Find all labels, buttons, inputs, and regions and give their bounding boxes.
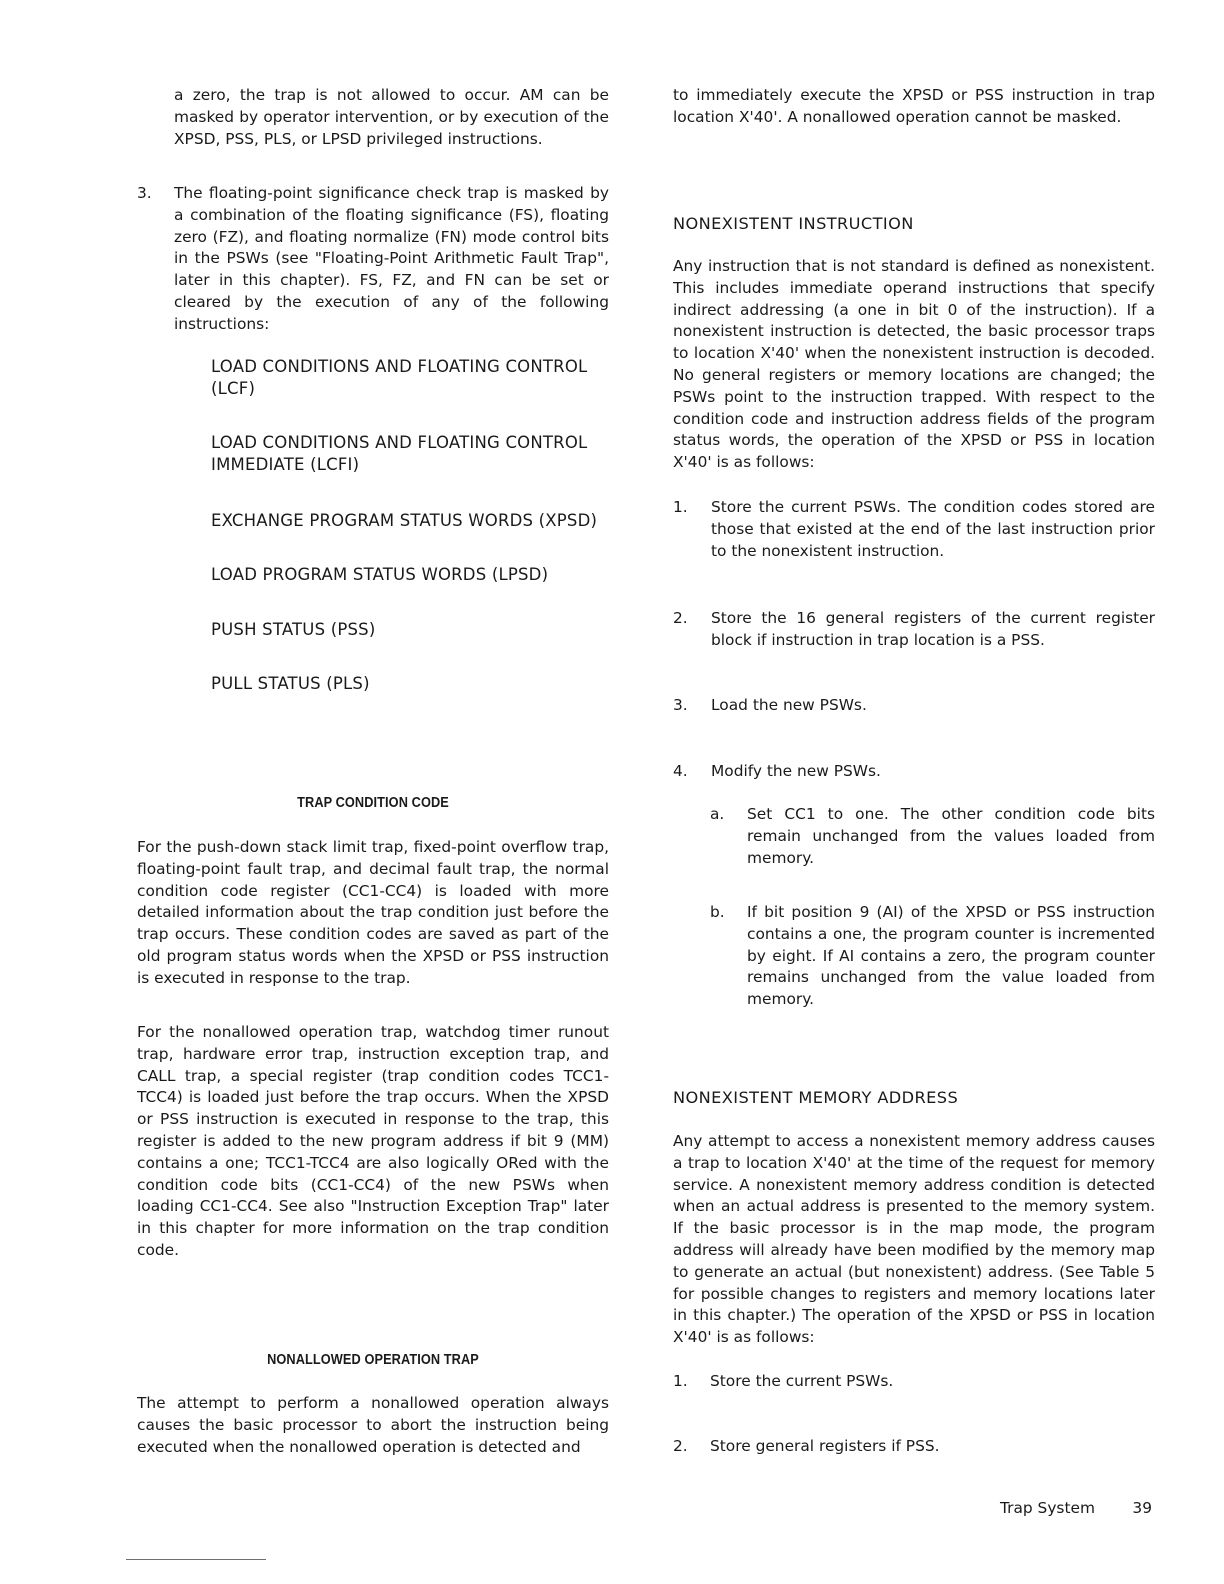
bottom-rule-divider (126, 1559, 266, 1560)
list-item (673, 695, 1155, 717)
list-item-text: Load the new PSWs. (711, 696, 867, 714)
list-item-text: Modify the new PSWs. (711, 762, 881, 780)
heading-nonexistent-instruction: NONEXISTENT INSTRUCTION (673, 214, 914, 233)
list-item (673, 1371, 1155, 1393)
list-item-text: The floating-point significance check trap is masked by a combination of the floating significance (FS), floating zero (FZ), and floating normalize (FN) mode control bits in the PSWs (see "Floating-Point Arithmetic Fault Trap", later in this chapter). FS, FZ, and FN can be set or cleared by the execution of any of the following instructions: (174, 184, 609, 333)
paragraph-nonallowed-operation: The attempt to perform a nonallowed operation always causes the basic processor to abort the instruction being executed when the nonallowed operation is detected and (137, 1394, 609, 1456)
list-number: 2. (673, 609, 688, 627)
heading-nonallowed-operation-trap: NONALLOWED OPERATION TRAP (267, 1352, 479, 1368)
list-number: 4. (673, 762, 688, 780)
list-item (673, 761, 1155, 783)
list-item-text: Store the 16 general registers of the current register block if instruction in trap location is a PSS. (711, 609, 1155, 649)
list-number: 3. (137, 184, 152, 202)
instruction-xpsd: EXCHANGE PROGRAM STATUS WORDS (XPSD) (211, 511, 598, 530)
instruction-lcf: LOAD CONDITIONS AND FLOATING CONTROL (LCF) (211, 357, 588, 398)
list-item-text: Store the current PSWs. The condition codes stored are those that existed at the end of the last instruction prior to the nonexistent instruction. (711, 498, 1155, 560)
footer-section-title: Trap System (1000, 1499, 1095, 1517)
instruction-pls: PULL STATUS (PLS) (211, 674, 370, 693)
paragraph-nonexistent-instruction: Any instruction that is not standard is defined as nonexistent. This includes immediate operand instructions that specify indirect addressing (a one in bit 0 of the instruction). If a nonexistent instruction is detected, the basic processor traps to location X'40' when the nonexistent instruction is decoded. No general registers or memory locations are changed; the PSWs point to the instruction trapped. With respect to the condition code and instruction address fields of the program status words, the operation of the XPSD or PSS in location X'40' is as follows: (673, 257, 1155, 472)
list-number: 1. (673, 1372, 688, 1390)
list-number: 1. (673, 498, 688, 516)
list-item-text: Store general registers if PSS. (710, 1437, 940, 1455)
list-item (673, 608, 1155, 652)
list-number: 2. (673, 1437, 688, 1455)
paragraph-trap-cc-2: For the nonallowed operation trap, watchdog timer runout trap, hardware error trap, instruction exception trap, and CALL trap, a special register (trap condition codes TCC1-TCC4) is loaded just before the trap occurs. When the XPSD or PSS instruction is executed in response to the trap, this register is added to the new program address if bit 9 (MM) contains a one; TCC1-TCC4 are also logically ORed with the condition code bits (CC1-CC4) of the new PSWs when loading CC1-CC4. See also "Instruction Exception Trap" later in this chapter for more information on the trap condition code. (137, 1023, 609, 1259)
page-number: 39 (1132, 1499, 1152, 1517)
list-item-text: Store the current PSWs. (710, 1372, 894, 1390)
instruction-lcfi: LOAD CONDITIONS AND FLOATING CONTROL IMMEDIATE (LCFI) (211, 433, 588, 474)
list-item (673, 497, 1155, 562)
heading-nonexistent-memory-address: NONEXISTENT MEMORY ADDRESS (673, 1088, 959, 1107)
sub-list-item-text: If bit position 9 (AI) of the XPSD or PSS instruction contains a one, the program counter is incremented by eight. If AI contains a zero, the program counter remains unchanged from the value loaded from memory. (747, 903, 1155, 1009)
paragraph-trap-cc-1: For the push-down stack limit trap, fixed-point overflow trap, floating-point fault trap, and decimal fault trap, the normal condition code register (CC1-CC4) is loaded with more detailed information about the trap condition just before the trap occurs. These condition codes are saved as part of the old program status words when the XPSD or PSS instruction is executed in response to the trap. (137, 838, 609, 987)
list-item-3 (137, 183, 609, 336)
heading-trap-condition-code: TRAP CONDITION CODE (297, 795, 449, 811)
sub-list-item (710, 804, 1155, 869)
instruction-lpsd: LOAD PROGRAM STATUS WORDS (LPSD) (211, 565, 549, 584)
instruction-pss: PUSH STATUS (PSS) (211, 620, 376, 639)
list-number: 3. (673, 696, 688, 714)
sub-list-item-text: Set CC1 to one. The other condition code bits remain unchanged from the values loaded from memory. (747, 805, 1155, 867)
list-letter: b. (710, 903, 725, 921)
paragraph-nonexistent-memory: Any attempt to access a nonexistent memory address causes a trap to location X'40' at the time of the request for memory service. A nonexistent memory address condition is detected when an actual address is presented to the memory system. If the basic processor is in the map mode, the program address will already have been modified by the memory map to generate an actual (but nonexistent) address. (See Table 5 for possible changes to registers and memory locations later in this chapter.) The operation of the XPSD or PSS in location X'40' is as follows: (673, 1132, 1155, 1347)
list-item (673, 1436, 1155, 1458)
sub-list-item (710, 902, 1155, 1011)
list-letter: a. (710, 805, 725, 823)
paragraph-am-masking: a zero, the trap is not allowed to occur. AM can be masked by operator intervention, or by execution of the XPSD, PSS, PLS, or LPSD privileged instructions. (174, 86, 609, 148)
paragraph-nonallowed-continued: to immediately execute the XPSD or PSS instruction in trap location X'40'. A nonallowed operation cannot be masked. (673, 86, 1155, 126)
